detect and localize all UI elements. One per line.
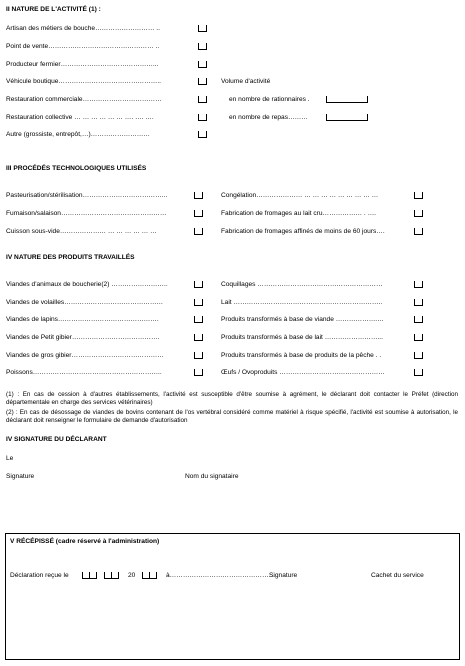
- activity-label-producteur: Producteur fermier……………………………………...: [6, 61, 159, 68]
- checkbox-fromages-affines[interactable]: [414, 228, 423, 235]
- activity-label-artisan: Artisan des métiers de bouche……………………… ..: [6, 25, 160, 32]
- produit-label-oeufs: Œufs / Ovoproduits …………………………………………: [221, 369, 385, 376]
- checkbox-poissons[interactable]: [194, 369, 203, 376]
- section-2-title: II NATURE DE L'ACTIVITÉ (1) :: [6, 6, 101, 13]
- checkbox-artisan[interactable]: [198, 25, 207, 32]
- checkbox-oeufs[interactable]: [414, 369, 423, 376]
- produit-label-transformes-viande: Produits transformés à base de viande ……………….…: [221, 316, 384, 323]
- produit-label-volailles: Viandes de volailles………………………………………: [6, 299, 164, 306]
- procede-label-cuisson: Cuisson sous-vide………………… … … … … … …: [6, 228, 157, 235]
- checkbox-point-de-vente[interactable]: [198, 43, 207, 50]
- procede-label-pasteurisation: Pasteurisation/stérilisation………………………………...: [6, 192, 168, 199]
- activity-label-restauration-commerciale: Restauration commerciale………………………………: [6, 96, 162, 103]
- cachet-label: Cachet du service: [371, 572, 424, 579]
- procede-label-congelation: Congélation………………… … … … … … … … … …: [221, 192, 379, 199]
- repas-field[interactable]: [326, 114, 368, 121]
- rationnaires-field[interactable]: [326, 96, 368, 103]
- produit-label-boucherie: Viandes d'animaux de boucherie(2) ……………………..: [6, 281, 168, 288]
- produit-label-lapins: Viandes de lapins……………………………………….: [6, 316, 159, 323]
- produit-label-gros-gibier: Viandes de gros gibier……………………………………: [6, 352, 164, 359]
- checkbox-restauration-collective[interactable]: [198, 114, 207, 121]
- procede-label-fumaison: Fumaison/salaison…………………………………………: [6, 210, 167, 217]
- recepisse-box: [5, 533, 460, 660]
- checkbox-restauration-commerciale[interactable]: [198, 96, 207, 103]
- checkbox-transformes-lait[interactable]: [414, 334, 423, 341]
- lieu-field: à…………………………………………: [166, 572, 276, 579]
- checkbox-fumaison[interactable]: [194, 210, 203, 217]
- footnote-2: (2) : En cas de désossage de viandes de bovins contenant de l'os vertébral considéré comme matériel à risque spécifié, l'activité est soumise à autorisation, le déclarant doit renseigner le formulaire de demande d'autorisation: [6, 409, 458, 424]
- checkbox-lait[interactable]: [414, 299, 423, 306]
- produit-label-poissons: Poissons…………………………………………………..: [6, 369, 162, 376]
- rationnaires-label: en nombre de rationnaires .: [229, 96, 310, 103]
- checkbox-transformes-viande[interactable]: [414, 316, 423, 323]
- checkbox-fromages-lait-cru[interactable]: [414, 210, 423, 217]
- date-year-digit-2[interactable]: [149, 572, 157, 579]
- activity-label-autre: Autre (grossiste, entrepôt,…)………………………: [6, 131, 150, 138]
- checkbox-vehicule[interactable]: [198, 78, 207, 85]
- checkbox-autre[interactable]: [198, 131, 207, 138]
- checkbox-petit-gibier[interactable]: [194, 334, 203, 341]
- year-prefix: 20: [128, 572, 136, 579]
- date-le-label: Le: [6, 455, 14, 462]
- checkbox-coquillages[interactable]: [414, 281, 423, 288]
- section-4-title: IV NATURE DES PRODUITS TRAVAILLÉS: [6, 254, 135, 261]
- procede-label-fromages-lait-cru: Fabrication de fromages au lait cru……………… . ….: [221, 210, 377, 217]
- checkbox-cuisson[interactable]: [194, 228, 203, 235]
- produit-label-transformes-lait: Produits transformés à base de lait ……………………...: [221, 334, 383, 341]
- signature-section-title: IV SIGNATURE DU DÉCLARANT: [6, 436, 107, 443]
- repas-label: en nombre de repas………: [229, 114, 308, 121]
- produit-label-coquillages: Coquillages …………………………………………………: [221, 281, 383, 288]
- section-3-title: III PROCÉDÉS TECHNOLOGIQUES UTILISÉS: [6, 165, 147, 172]
- checkbox-boucherie[interactable]: [194, 281, 203, 288]
- activity-label-point-de-vente: Point de vente………………………………………… ..: [6, 43, 160, 50]
- date-day-digit-2[interactable]: [89, 572, 97, 579]
- checkbox-gros-gibier[interactable]: [194, 352, 203, 359]
- checkbox-producteur[interactable]: [198, 61, 207, 68]
- produit-label-petit-gibier: Viandes de Petit gibier………………………………….: [6, 334, 160, 341]
- checkbox-congelation[interactable]: [414, 192, 423, 199]
- recepisse-signature-label: Signature: [269, 572, 298, 579]
- produit-label-transformes-peche: Produits transformés à base de produits de la pêche . .: [221, 352, 382, 359]
- activity-label-vehicule: Véhicule boutique………………………………………..: [6, 78, 161, 85]
- checkbox-volailles[interactable]: [194, 299, 203, 306]
- checkbox-lapins[interactable]: [194, 316, 203, 323]
- procede-label-fromages-affines: Fabrication de fromages affinés de moins de 60 jours….: [221, 228, 385, 235]
- produit-label-lait: Lait …………………………………………………………..: [221, 299, 383, 306]
- checkbox-transformes-peche[interactable]: [414, 352, 423, 359]
- footnote-1: (1) : En cas de cession à d'autres établissements, l'activité est susceptible d'être soumise à agrément, le déclarant doit contacter le Préfet (direction départementale en charge des services vétérinaires): [6, 391, 458, 406]
- declaration-recue-label: Déclaration reçue le: [10, 572, 69, 579]
- nom-signataire-label: Nom du signataire: [185, 473, 239, 480]
- signature-label: Signature: [6, 473, 35, 480]
- date-month-digit-2[interactable]: [111, 572, 119, 579]
- recepisse-title: V RÉCÉPISSÉ (cadre réservé à l'administration): [10, 538, 160, 545]
- volume-activite-label: Volume d'activité: [221, 78, 271, 85]
- activity-label-restauration-collective: Restauration collective … … … … … … …. …. ….: [6, 114, 154, 121]
- checkbox-pasteurisation[interactable]: [194, 192, 203, 199]
